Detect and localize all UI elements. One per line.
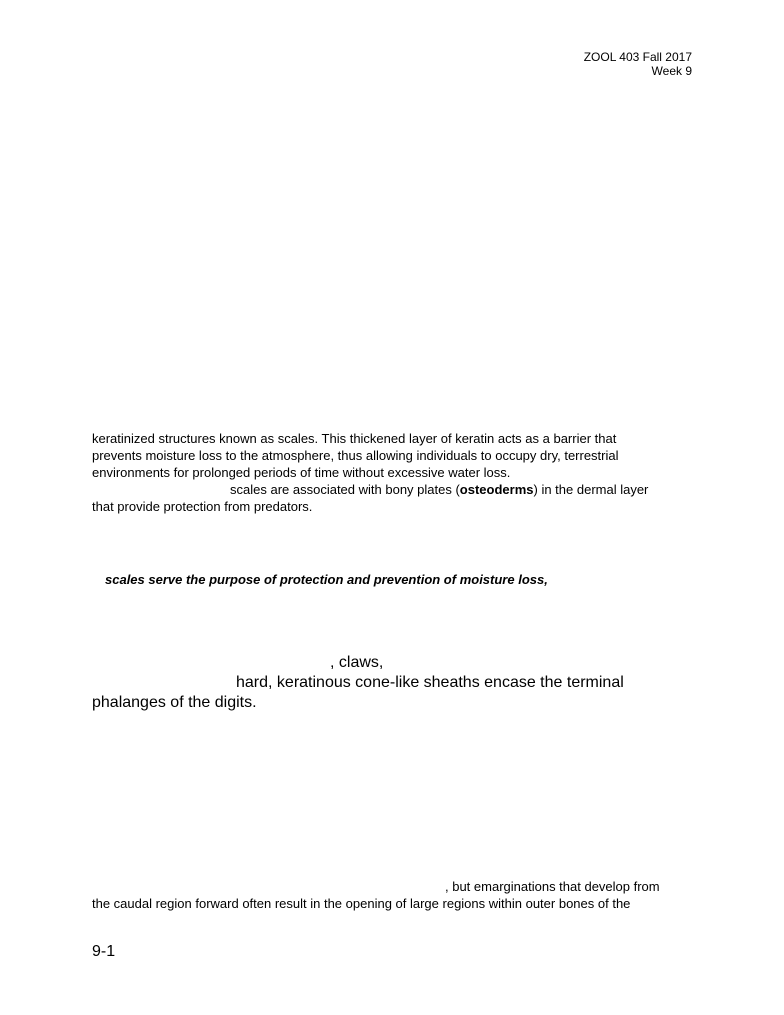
- text-segment: scales are associated with bony plates (: [230, 482, 460, 497]
- osteoderms-term: osteoderms: [459, 482, 534, 497]
- week-label: Week 9: [651, 64, 692, 78]
- paragraph-line: prevents moisture loss to the atmosphere, thus allowing individuals to occupy dry, terrestrial: [92, 448, 619, 463]
- course-label: ZOOL 403 Fall 2017: [583, 50, 692, 64]
- paragraph-line: that provide protection from predators.: [92, 499, 313, 514]
- paragraph-line: the caudal region forward often result in the opening of large regions within outer bones of the: [92, 896, 631, 911]
- paragraph-line: phalanges of the digits.: [92, 694, 257, 711]
- paragraph-line: environments for prolonged periods of time without excessive water loss.: [92, 465, 511, 480]
- paragraph-line: , claws,: [330, 654, 384, 671]
- emphasis-line: scales serve the purpose of protection and prevention of moisture loss,: [105, 572, 548, 587]
- text-segment: ) in the dermal layer: [533, 482, 649, 497]
- page-number: 9-1: [92, 943, 116, 960]
- emargination-paragraph: [92, 878, 660, 912]
- paragraph-line: [92, 481, 648, 498]
- claws-paragraph: [92, 653, 624, 713]
- paragraph-line: , but emarginations that develop from: [445, 879, 660, 894]
- page-header: [584, 50, 692, 78]
- paragraph-line: hard, keratinous cone-like sheaths encase the terminal: [236, 674, 624, 691]
- scales-paragraph: [92, 430, 648, 515]
- paragraph-line: keratinized structures known as scales. This thickened layer of keratin acts as a barrier that: [92, 431, 617, 446]
